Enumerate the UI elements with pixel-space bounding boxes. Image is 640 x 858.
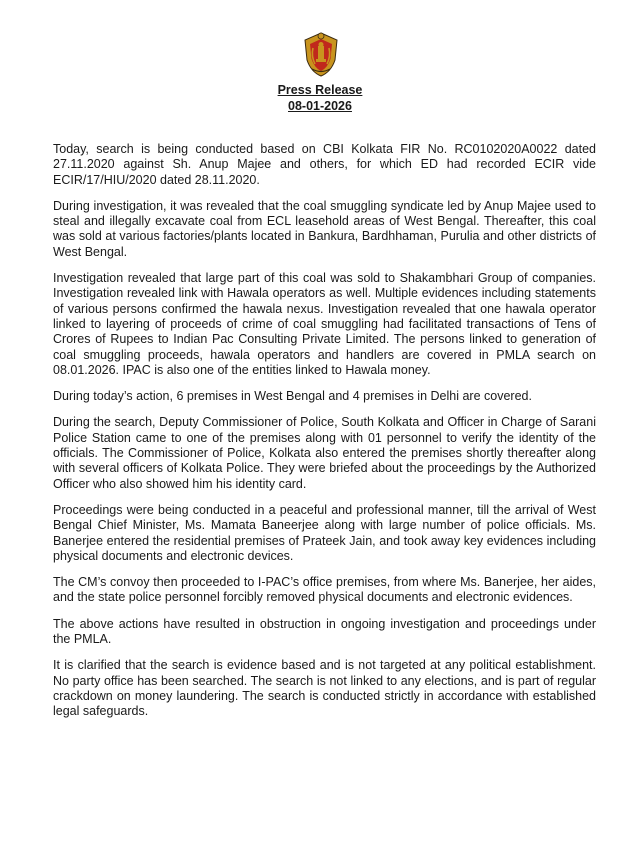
paragraph-3: Investigation revealed that large part of this coal was sold to Shakambhari Group of companies. Investigation revealed link with Hawala operators as well. Multiple evidences including statements of various persons confirmed the hawala nexus. Investigation revealed that one hawala operator linked to layering of proceeds of crime of coal smuggling had facilitated transactions of Tens of Crores of Rupees to Indian Pac Consulting Private Limited. The persons linked to generation of coal smuggling proceeds, hawala operators and handlers are covered in PMLA search on 08.01.2026. IPAC is also one of the entities linked to Hawala money. [53, 271, 596, 377]
paragraph-4: During today’s action, 6 premises in West Bengal and 4 premises in Delhi are covered. [53, 389, 532, 404]
paragraph-8: The above actions have resulted in obstruction in ongoing investigation and proceedings under the PMLA. [53, 616, 596, 647]
page-title: Press Release [277, 83, 363, 97]
ed-emblem-icon [301, 30, 341, 78]
paragraph-5: During the search, Deputy Commissioner of Police, South Kolkata and Officer in Charge of Sarani Police Station came to one of the premises along with 01 personnel to verify the identity of the officials. The Commissioner of Police, Kolkata also entered the premises shortly thereafter along with several officers of Kolkata Police. They were briefed about the proceedings by the Authorized Officer who also showed him his identity card. [53, 415, 596, 491]
paragraph-2: During investigation, it was revealed that the coal smuggling syndicate led by Anup Majee used to steal and illegally excavate coal from ECL leasehold areas of West Bengal. Thereafter, this coal was sold at various factories/plants located in Bankura, Bardhhaman, Purulia and other districts of West Bengal. [53, 198, 596, 259]
paragraph-7: The CM’s convoy then proceeded to I-PAC’s office premises, from where Ms. Banerjee, her aides, and the state police personnel forcibly removed physical documents and electronic evidences. [53, 575, 596, 605]
paragraph-1: Today, search is being conducted based on CBI Kolkata FIR No. RC0102020A0022 dated 27.11.2020 against Sh. Anup Majee and others, for which ED had recorded ECIR vide ECIR/17/HIU/2020 dated 28.11.2020. [53, 142, 596, 187]
release-date: 08-01-2026 [288, 99, 352, 113]
press-release-body [53, 142, 596, 731]
paragraph-9: It is clarified that the search is evidence based and is not targeted at any political establishment. No party office has been searched. The search is not linked to any elections, and is part of regular crackdown on money laundering. The search is conducted strictly in accordance with established legal safeguards. [53, 658, 596, 719]
paragraph-6: Proceedings were being conducted in a peaceful and professional manner, till the arrival of West Bengal Chief Minister, Ms. Mamata Baneerjee along with large number of police officials. Ms. Banerjee entered the residential premises of Prateek Jain, and took away key evidences including physical documents and electronic devices. [53, 502, 596, 563]
